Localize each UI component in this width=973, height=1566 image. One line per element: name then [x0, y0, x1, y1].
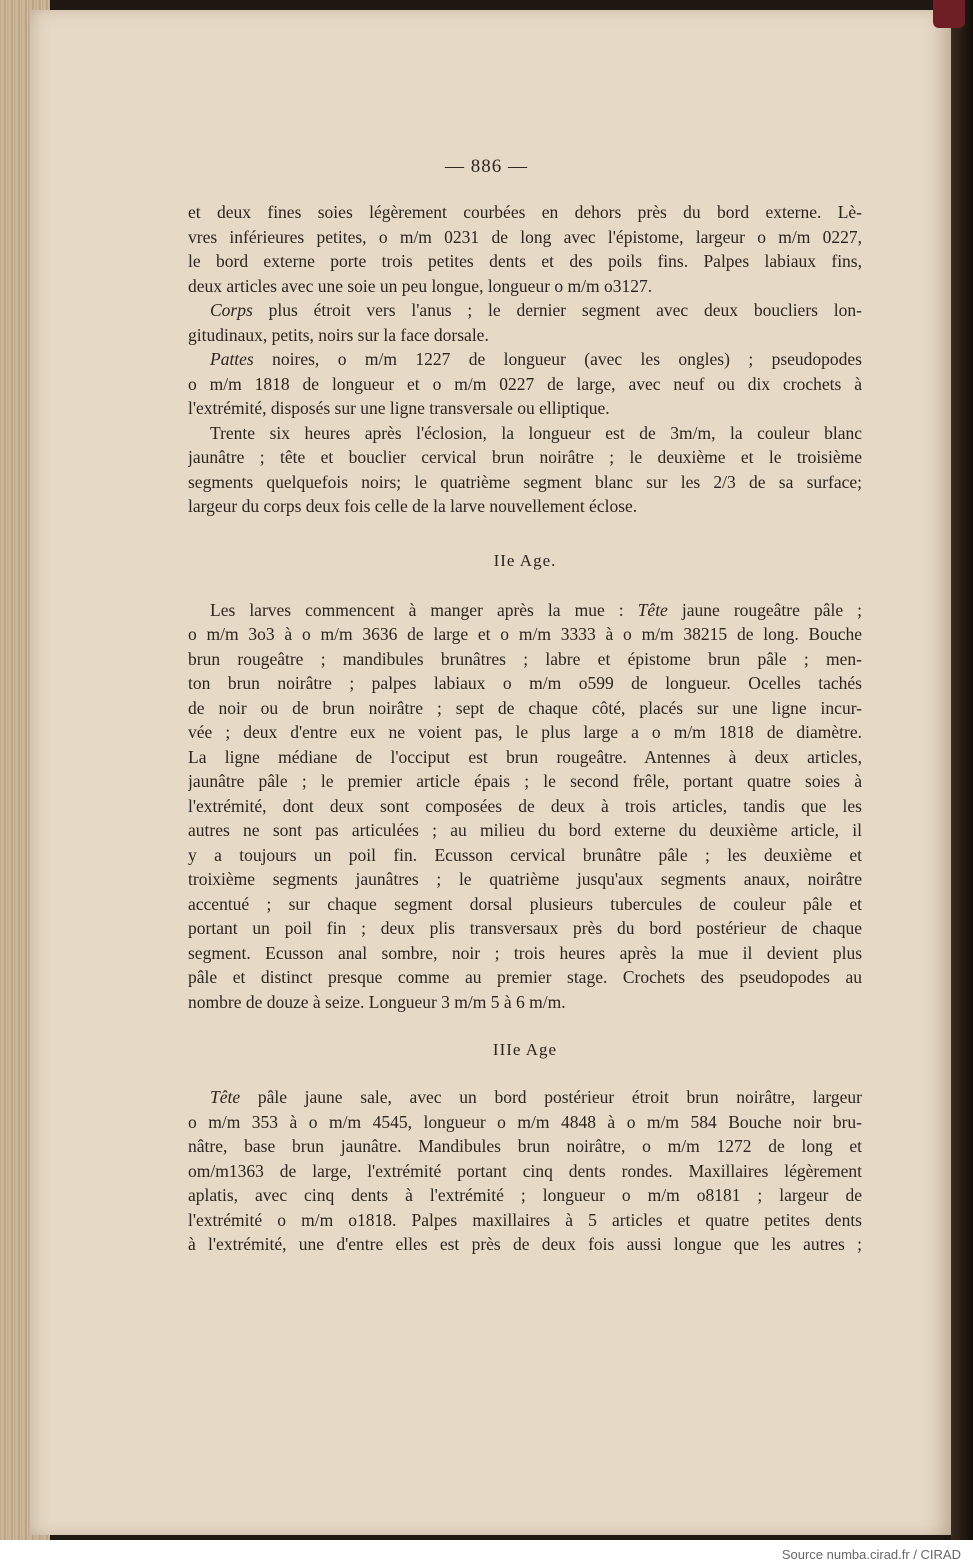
- text-line: pâle et distinct presque comme au premier stage. Crochets des pseudopodes au: [188, 967, 862, 987]
- text-line: om/m1363 de large, l'extrémité portant cinq dents rondes. Maxillaires légèrement: [188, 1160, 862, 1181]
- page-number: — 886 —: [445, 156, 528, 177]
- text-line: o m/m 353 à o m/m 4545, longueur o m/m 4848 à o m/m 584 Bouche noir bru-: [188, 1111, 862, 1132]
- text-line: autres ne sont pas articulées ; au milieu du bord externe du deuxième article, il: [188, 820, 862, 840]
- text-line: nâtre, base brun jaunâtre. Mandibules brun noirâtre, o m/m 1272 de long et: [188, 1136, 862, 1156]
- book-cover-edge: [951, 0, 973, 1540]
- text-line: le bord externe porte trois petites dents et des poils fins. Palpes labiaux fins,: [188, 251, 862, 271]
- text-line: vres inférieures petites, o m/m 0231 de long avec l'épistome, largeur o m/m 0227,: [188, 226, 862, 247]
- text-line: jaunâtre ; tête et bouclier cervical brun noirâtre ; le deuxième et le troisième: [188, 447, 862, 467]
- text-line: nombre de douze à seize. Longueur 3 m/m 5 à 6 m/m.: [188, 991, 566, 1012]
- text-line: jaunâtre pâle ; le premier article épais ; le second frêle, portant quatre soies à: [188, 771, 862, 791]
- text-line: Pattes noires, o m/m 1227 de longueur (avec les ongles) ; pseudopodes: [210, 349, 862, 369]
- text-line: troixième segments jaunâtres ; le quatrième jusqu'aux segments anaux, noirâtre: [188, 869, 862, 889]
- text-line: y a toujours un poil fin. Ecusson cervical brunâtre pâle ; les deuxième et: [188, 844, 862, 865]
- text-line: ton brun noirâtre ; palpes labiaux o m/m o599 de longueur. Ocelles tachés: [188, 673, 862, 693]
- text-line: l'extrémité, dont deux sont composées de deux à trois articles, tandis que les: [188, 795, 862, 816]
- page-text: [188, 200, 862, 1257]
- text-line: Les larves commencent à manger après la mue : Tête jaune rougeâtre pâle ;: [210, 599, 862, 620]
- text-line: gitudinaux, petits, noirs sur la face dorsale.: [188, 324, 489, 345]
- text-line: l'extrémité o m/m o1818. Palpes maxillaires à 5 articles et quatre petites dents: [188, 1209, 862, 1230]
- text-line: segments quelquefois noirs; le quatrième segment blanc sur les 2/3 de sa surface;: [188, 471, 862, 492]
- text-line: et deux fines soies légèrement courbées en dehors près du bord externe. Lè-: [188, 202, 862, 222]
- text-line: vée ; deux d'entre eux ne voient pas, le plus large a o m/m 1818 de diamètre.: [188, 722, 862, 742]
- text-line: largeur du corps deux fois celle de la larve nouvellement éclose.: [188, 496, 638, 516]
- text-line: portant un poil fin ; deux plis transversaux près du bord postérieur de chaque: [188, 918, 862, 938]
- source-credit: Source numba.cirad.fr / CIRAD: [781, 1547, 961, 1562]
- text-line: l'extrémité, disposés sur une ligne transversale ou elliptique.: [188, 398, 610, 418]
- text-line: o m/m 1818 de longueur et o m/m 0227 de large, avec neuf ou dix crochets à: [188, 373, 862, 394]
- text-line: deux articles avec une soie un peu longue, longueur o m/m o3127.: [188, 275, 653, 296]
- text-line: de noir ou de brun noirâtre ; sept de chaque côté, placés sur une ligne incur-: [188, 697, 862, 718]
- text-line: accentué ; sur chaque segment dorsal plusieurs tubercules de couleur pâle et: [188, 893, 862, 914]
- text-line: o m/m 3o3 à o m/m 3636 de large et o m/m 3333 à o m/m 38215 de long. Bouche: [188, 624, 862, 644]
- text-line: segment. Ecusson anal sombre, noir ; trois heures après la mue il devient plus: [188, 942, 862, 963]
- text-line: à l'extrémité, une d'entre elles est près de deux fois aussi longue que les autres ;: [188, 1234, 862, 1254]
- text-line: Tête pâle jaune sale, avec un bord postérieur étroit brun noirâtre, largeur: [210, 1087, 862, 1107]
- text-line: Trente six heures après l'éclosion, la longueur est de 3m/m, la couleur blanc: [210, 422, 862, 443]
- text-line: brun rougeâtre ; mandibules brunâtres ; labre et épistome brun pâle ; men-: [188, 648, 862, 669]
- bookmark-ribbon: [933, 0, 965, 28]
- text-line: aplatis, avec cinq dents à l'extrémité ; longueur o m/m o8181 ; largeur de: [188, 1185, 862, 1205]
- text-line: La ligne médiane de l'occiput est brun rougeâtre. Antennes à deux articles,: [188, 746, 862, 767]
- section-heading-age-2: IIe Age.: [493, 550, 557, 570]
- section-heading-age-3: IIIe Age: [492, 1040, 558, 1059]
- text-line: Corps plus étroit vers l'anus ; le dernier segment avec deux boucliers lon-: [210, 300, 862, 320]
